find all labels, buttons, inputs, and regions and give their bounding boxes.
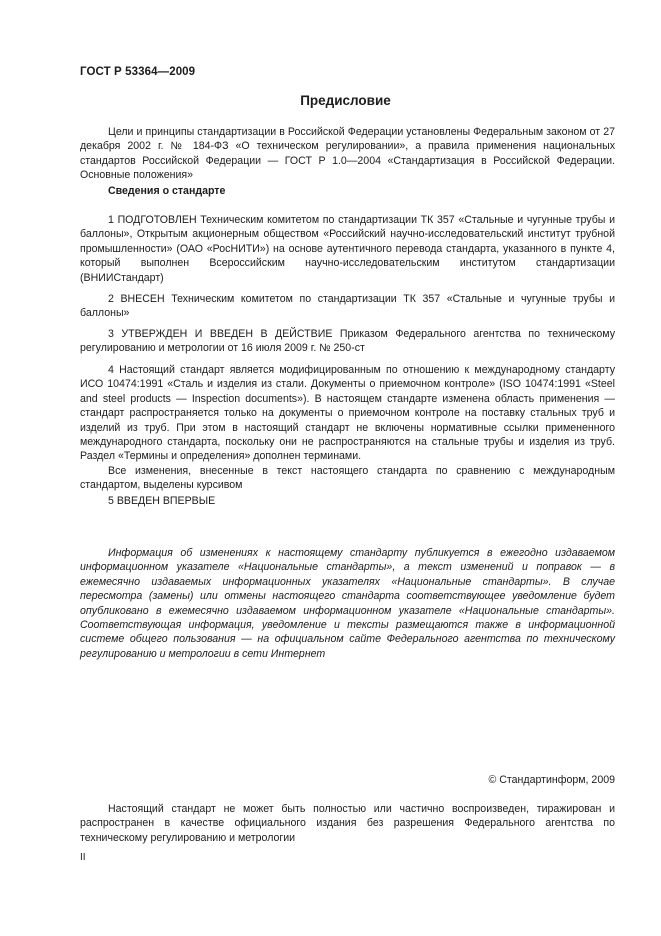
reproduction-notice-text: Настоящий стандарт не может быть полностью или частично воспроизведен, тиражирован и распространен в качестве официального издания без разрешения Федерального агентства по техническому регулированию и метрологии xyxy=(80,803,615,844)
info-notice xyxy=(80,546,615,661)
item-2 xyxy=(80,292,615,321)
page-title: Предисловие xyxy=(300,93,391,108)
info-notice-text: Информация об изменениях к настоящему стандарту публикуется в ежегодно издаваемом информационном указателе «Национальные стандарты», а текст изменений и поправок — в ежемесячно издаваемых информационных указателях «Национальные стандарты». В случае пересмотра (замены) или отмены настоящего стандарта соответствующее уведомление будет опубликовано в ежемесячно издаваемом информационном указателе «Национальные стандарты». Соответствующая информация, уведомление и тексты размещаются также в информационной системе общего пользования — на официальном сайте Федерального агентства по техническому регулированию и метрологии в сети Интернет xyxy=(80,547,615,660)
intro-paragraph xyxy=(80,125,615,183)
document-code: ГОСТ Р 53364—2009 xyxy=(80,66,196,78)
item-4-note: Все изменения, внесенные в текст настоящего стандарта по сравнению с международным стандартом, выделены курсивом xyxy=(80,464,615,492)
item-2-text: 2 ВНЕСЕН Техническим комитетом по стандартизации ТК 357 «Стальные и чугунные трубы и баллоны» xyxy=(80,293,615,320)
item-1 xyxy=(80,213,615,285)
item-1-text: 1 ПОДГОТОВЛЕН Техническим комитетом по стандартизации ТК 357 «Стальные и чугунные трубы и баллоны», Открытым акционерным обществом «Российский научно-исследовательский институт трубной промышленности» (ОАО «РосНИТИ») на основе аутентичного перевода стандарта, указанного в пункте 4, который выполнен Всероссийским научно-исследовательским институтом стандартизации (ВНИИСтандарт) xyxy=(80,214,615,284)
copyright-line: © Стандартинформ, 2009 xyxy=(488,774,615,786)
intro-text: Цели и принципы стандартизации в Российской Федерации установлены Федеральным законом от 27 декабря 2002 г. № 184-ФЗ «О техническом регулировании», а правила применения национальных стандартов Российской Федерации — ГОСТ Р 1.0—2004 «Стандартизация в Российской Федерации. Основные положения» xyxy=(80,126,615,182)
reproduction-notice xyxy=(80,802,615,845)
item-3 xyxy=(80,327,615,356)
item-5 xyxy=(80,494,615,508)
section-subheading: Сведения о стандарте xyxy=(108,185,226,197)
item-4-text: 4 Настоящий стандарт является модифицированным по отношению к международному стандарту ИСО 10474:1991 «Сталь и изделия из стали. Документы о приемочном контроле» (ISO 10474:1991 «Steel and steel products — Inspection documents»). В настоящем стандарте изменена область применения — стандарт распространяется только на документы о приемочном контроле на поставку стальных труб и изделий из труб. При этом в настоящий стандарт не включены нормативные ссылки примененного международного стандарта, поскольку они не распространяются на стальные трубы и изделия из труб. Раздел «Термины и определения» дополнен терминами. xyxy=(80,364,615,463)
item-3-text: 3 УТВЕРЖДЕН И ВВЕДЕН В ДЕЙСТВИЕ Приказом Федерального агентства по техническому регулированию и метрологии от 16 июля 2009 г. № 250-ст xyxy=(80,328,615,355)
page-number: II xyxy=(80,852,86,863)
item-4 xyxy=(80,363,615,493)
item-5-text: 5 ВВЕДЕН ВПЕРВЫЕ xyxy=(108,495,216,507)
